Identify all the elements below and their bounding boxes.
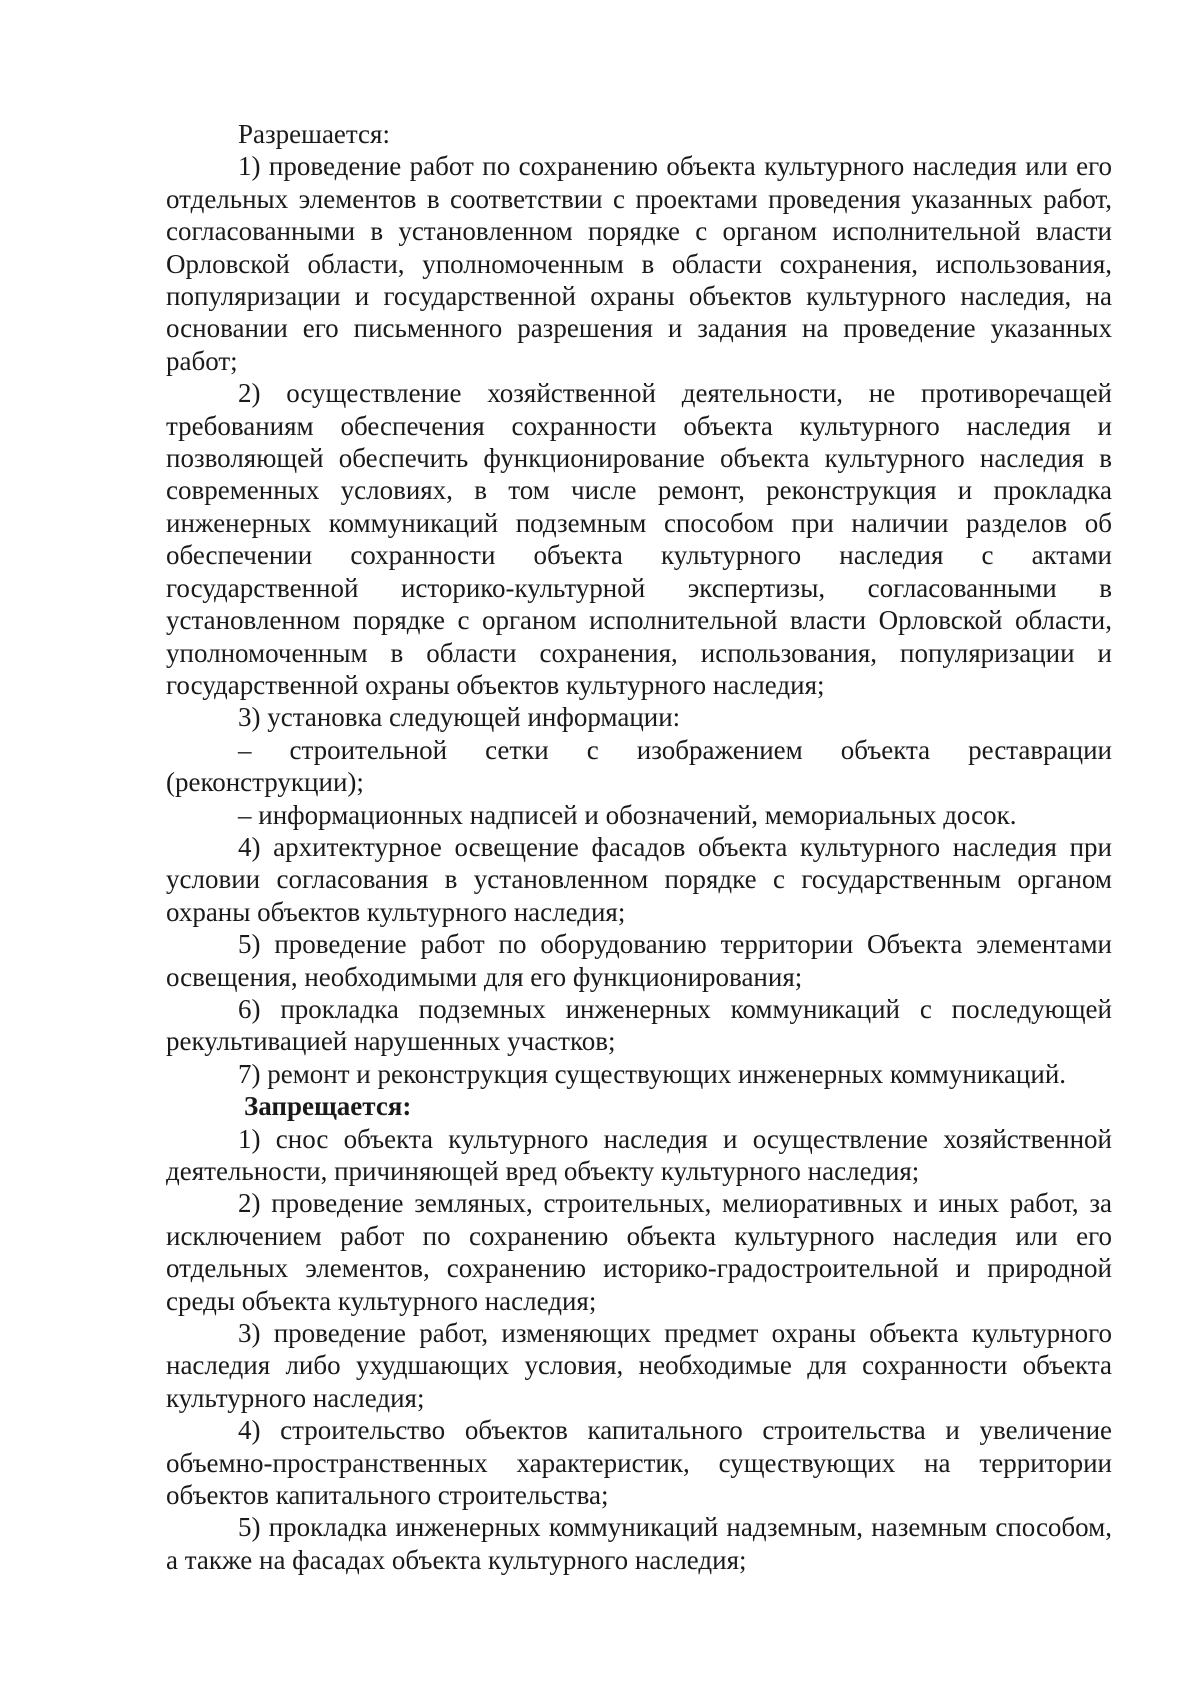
- allowed-item-7: 7) ремонт и реконструкция существующих инженерных коммуникаций.: [238, 1058, 1067, 1089]
- prohibited-heading: Запрещается:: [244, 1091, 412, 1122]
- allowed-item-6: 6) прокладка подземных инженерных коммуникаций с последующей рекультивацией нарушенных участков;: [166, 993, 1112, 1057]
- allowed-item-3: 3) установка следующей информации:: [238, 702, 681, 733]
- allowed-item-5: 5) проведение работ по оборудованию территории Объекта элементами освещения, необходимыми для его функционирования;: [166, 929, 1112, 992]
- document-body: [166, 118, 1112, 1576]
- allowed-item-1: 1) проведение работ по сохранению объекта культурного наследия или его отдельных элементов в соответствии с проектами проведения указанных работ, согласованными в установленном порядке с органом исполнительной власти Орловской области, уполномоченным в области сохранения, использования, популяризации и государственной охраны объектов культурного наследия, на основании его письменного разрешения и задания на проведение указанных работ;: [166, 151, 1112, 376]
- prohibited-item-1: 1) снос объекта культурного наследия и осуществление хозяйственной деятельности, причиняющей вред объекту культурного наследия;: [166, 1123, 1112, 1186]
- allowed-item-4: 4) архитектурное освещение фасадов объекта культурного наследия при условии согласования в установленном порядке с государственным органом охраны объектов культурного наследия;: [166, 831, 1112, 927]
- prohibited-item-2: 2) проведение земляных, строительных, мелиоративных и иных работ, за исключением работ по сохранению объекта культурного наследия или его отдельных элементов, сохранению историко-градостроительной и природной среды объекта культурного наследия;: [166, 1188, 1112, 1316]
- allowed-item-3-sub-2: – информационных надписей и обозначений, мемориальных досок.: [238, 799, 1017, 830]
- allowed-item-2: 2) осуществление хозяйственной деятельности, не противоречащей требованиям обеспечения сохранности объекта культурного наследия и позволяющей обеспечить функционирование объекта культурного наследия в современных условиях, в том числе ремонт, реконструкция и прокладка инженерных коммуникаций подземным способом при наличии разделов об обеспечении сохранности объекта культурного наследия с актами государственной историко-культурной экспертизы, согласованными в установленном порядке с органом исполнительной власти Орловской области, уполномоченным в области сохранения, использования, популяризации и государственной охраны объектов культурного наследия;: [166, 378, 1112, 700]
- prohibited-item-3: 3) проведение работ, изменяющих предмет охраны объекта культурного наследия либо ухудшающих условия, необходимые для сохранности объекта культурного наследия;: [166, 1318, 1112, 1413]
- prohibited-item-5: 5) прокладка инженерных коммуникаций надземным, наземным способом, а также на фасадах объекта культурного наследия;: [166, 1512, 1112, 1575]
- allowed-item-3-sub-1: – строительной сетки с изображением объекта реставрации (реконструкции);: [166, 734, 1112, 798]
- allowed-heading: Разрешается:: [238, 119, 390, 149]
- prohibited-item-4: 4) строительство объектов капитального строительства и увеличение объемно-пространственных характеристик, существующих на территории объектов капитального строительства;: [166, 1415, 1112, 1511]
